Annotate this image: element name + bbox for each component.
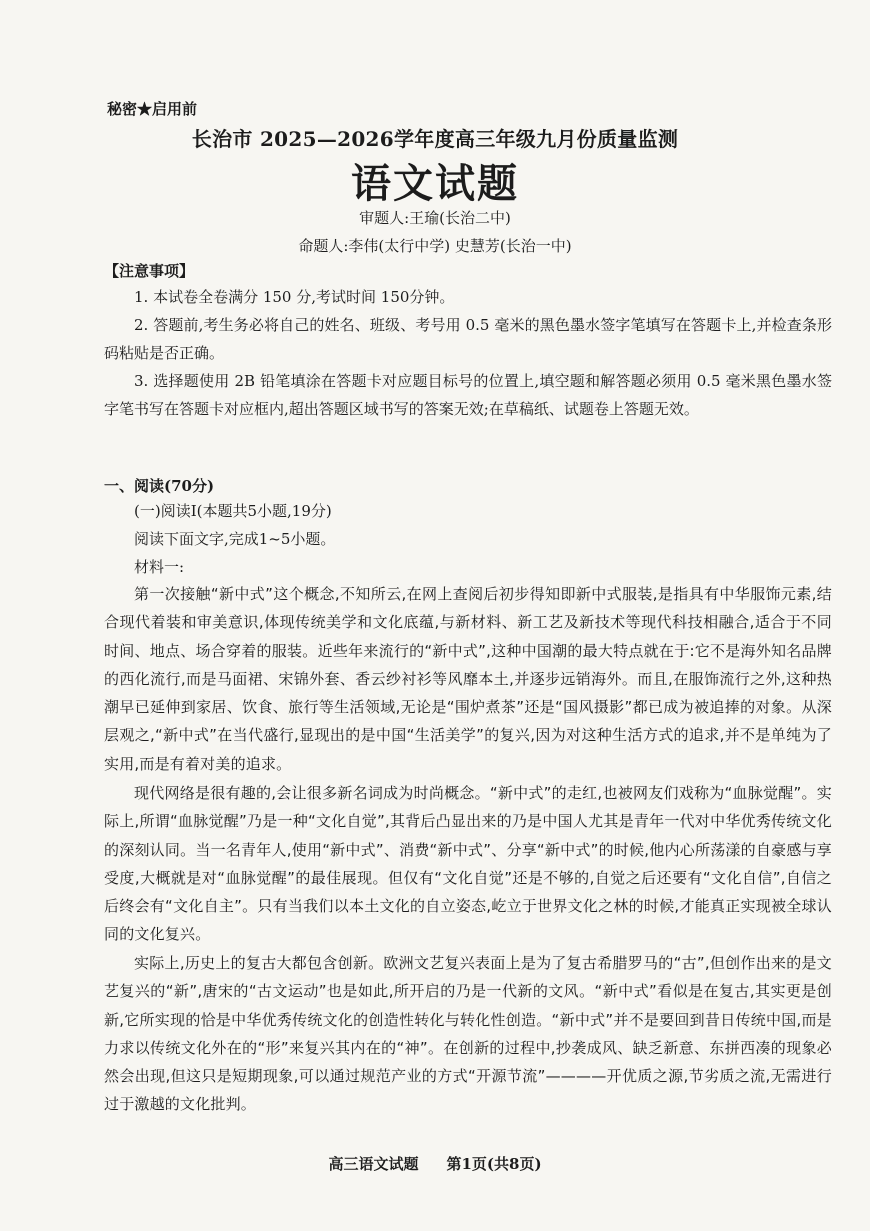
- reviewer-line: 审题人:王瑜(长治二中): [359, 209, 511, 227]
- material-label: 材料一:: [134, 558, 185, 576]
- material-paragraph: 实际上,历史上的复古大都包含创新。欧洲文艺复兴表面上是为了复古希腊罗马的“古”,但创作出来的是文艺复兴的“新”,唐宋的“古文运动”也是如此,所开启的乃是一代新的文风。“新中式”看似是在复古,其实更是创新,它所实现的恰是中华优秀传统文化的创造性转化与转化性创造。“新中式”并不是要回到昔日传统中国,而是力求以传统文化外在的“形”来复兴其内在的“神”。在创新的过程中,抄袭成风、缺乏新意、东拼西凑的现象必然会出现,但这只是短期现象,可以通过规范产业的方式“开源节流”————开优质之源,节劣质之流,无需进行过于激越的文化批判。: [104, 954, 832, 1114]
- material-paragraph: 第一次接触“新中式”这个概念,不知所云,在网上查阅后初步得知即新中式服装,是指具有中华服饰元素,结合现代着装和审美意识,体现传统美学和文化底蕴,与新材料、新工艺及新技术等现代科技相融合,适合于不同时间、地点、场合穿着的服装。近些年来流行的“新中式”,这种中国潮的最大特点就在于:它不是海外知名品牌的西化流行,而是马面裙、宋锦外套、香云纱衬衫等风靡本土,并逐步远销海外。而且,在服饰流行之外,这种热潮早已延伸到家居、饮食、旅行等生活领域,无论是“围炉煮茶”还是“国风摄影”都已成为被追捧的对象。从深层观之,“新中式”在当代盛行,显现出的是中国“生活美学”的复兴,因为对这种生活方式的追求,并不是单纯为了实用,而是有着对美的追求。: [104, 585, 832, 773]
- footer-page-number: 第1页(共8页): [446, 1155, 542, 1173]
- notice-item: 2. 答题前,考生务必将自己的姓名、班级、考号用 0.5 毫米的黑色墨水签字笔填写在答题卡上,并检查条形码粘贴是否正确。: [104, 316, 832, 362]
- material-paragraph: 现代网络是很有趣的,会让很多新名词成为时尚概念。“新中式”的走红,也被网友们戏称为“血脉觉醒”。实际上,所谓“血脉觉醒”乃是一种“文化自觉”,其背后凸显出来的乃是中国人尤其是青年一代对中华优秀传统文化的深刻认同。当一名青年人,使用“新中式”、消费“新中式”、分享“新中式”的时候,他内心所荡漾的自豪感与享受度,大概就是对“血脉觉醒”的最佳展现。但仅有“文化自觉”还是不够的,自觉之后还要有“文化自信”,自信之后终会有“文化自主”。只有当我们以本土文化的自立姿态,屹立于世界文化之林的时候,才能真正实现被全球认同的文化复兴。: [104, 784, 832, 944]
- notice-heading: 【注意事项】: [104, 262, 195, 280]
- confidential-label: 秘密★启用前: [107, 100, 198, 118]
- page-footer: [0, 1153, 870, 1174]
- subsection-heading: (一)阅读Ⅰ(本题共5小题,19分): [134, 502, 332, 520]
- footer-subject: 高三语文试题: [328, 1155, 419, 1173]
- section-heading: 一、阅读(70分): [104, 477, 215, 495]
- notice-item: 3. 选择题使用 2B 铅笔填涂在答题卡对应题目标号的位置上,填空题和解答题必须用 0.5 毫米黑色墨水签字笔书写在答题卡对应框内,超出答题区域书写的答案无效;在草稿纸、试题卷上答题无效。: [104, 372, 832, 418]
- notice-item: 1. 本试卷全卷满分 150 分,考试时间 150分钟。: [134, 288, 455, 306]
- subject-title: 语文试题: [351, 160, 519, 207]
- authors-line: 命题人:李伟(太行中学) 史慧芳(长治一中): [298, 237, 572, 255]
- exam-title: 长治市 2025—2026学年度高三年级九月份质量监测: [191, 127, 679, 151]
- reading-instruction: 阅读下面文字,完成1~5小题。: [134, 530, 336, 548]
